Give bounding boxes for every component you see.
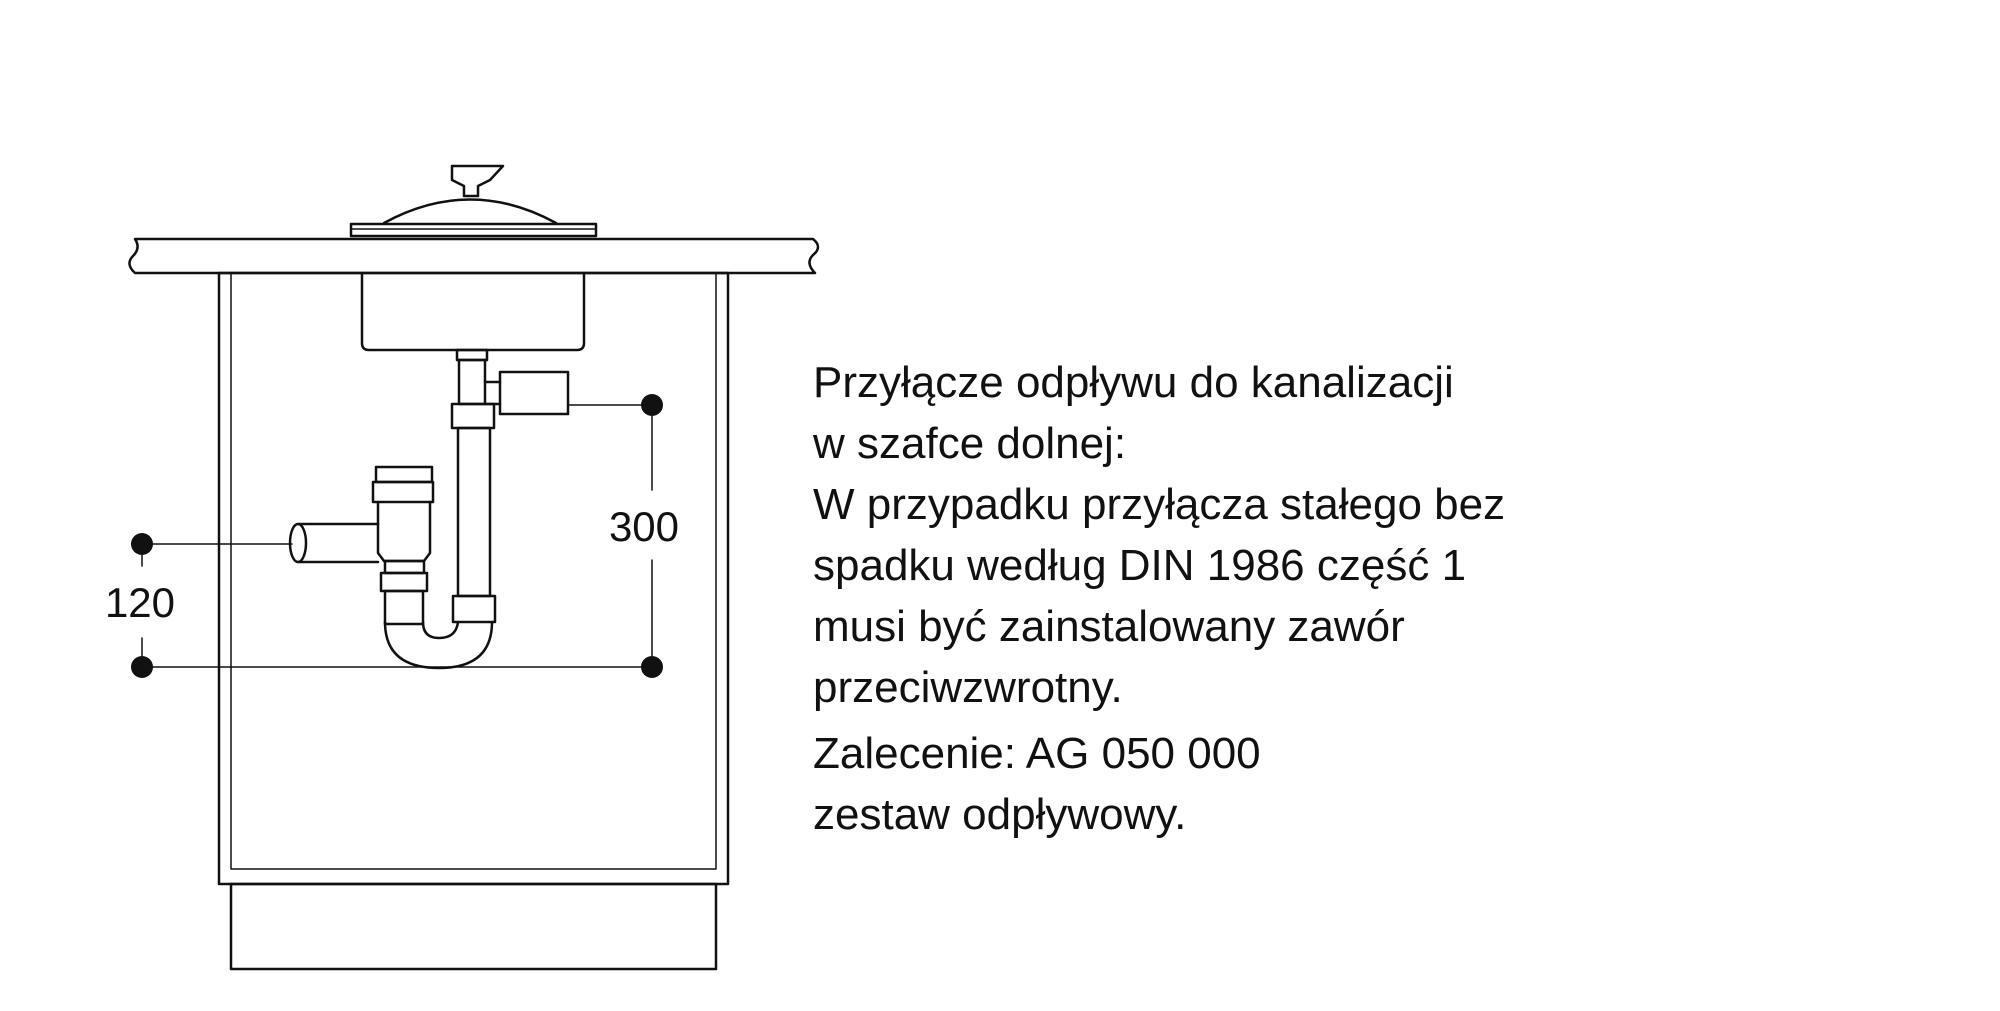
note-heading-line-2: w szafce dolnej: — [813, 419, 1127, 468]
cabinet-plinth — [231, 884, 716, 969]
appliance-lid — [351, 166, 596, 236]
dimension-label-120: 120 — [104, 579, 176, 626]
note-heading-line-1: Przyłącze odpływu do kanalizacji — [813, 358, 1454, 407]
installation-note — [813, 352, 1913, 845]
note-body-line-3: musi być zainstalowany zawór — [813, 602, 1405, 651]
note-body-line-1: W przypadku przyłącza stałego bez — [813, 480, 1506, 529]
siphon-trap — [290, 467, 492, 668]
worktop — [129, 239, 818, 273]
appliance-basin — [362, 273, 584, 350]
note-recommendation-line-2: zestaw odpływowy. — [813, 790, 1187, 839]
dimension-point — [641, 656, 663, 678]
dimension-point — [641, 394, 663, 416]
note-body-line-2: spadku według DIN 1986 część 1 — [813, 541, 1467, 590]
note-recommendation-line-1: Zalecenie: AG 050 000 — [813, 729, 1261, 778]
dimension-label-300: 300 — [608, 503, 680, 550]
basin-outlet-pipe — [452, 350, 568, 622]
note-body-line-4: przeciwzwrotny. — [813, 663, 1123, 712]
dimension-point — [131, 656, 153, 678]
dimension-point — [131, 533, 153, 555]
